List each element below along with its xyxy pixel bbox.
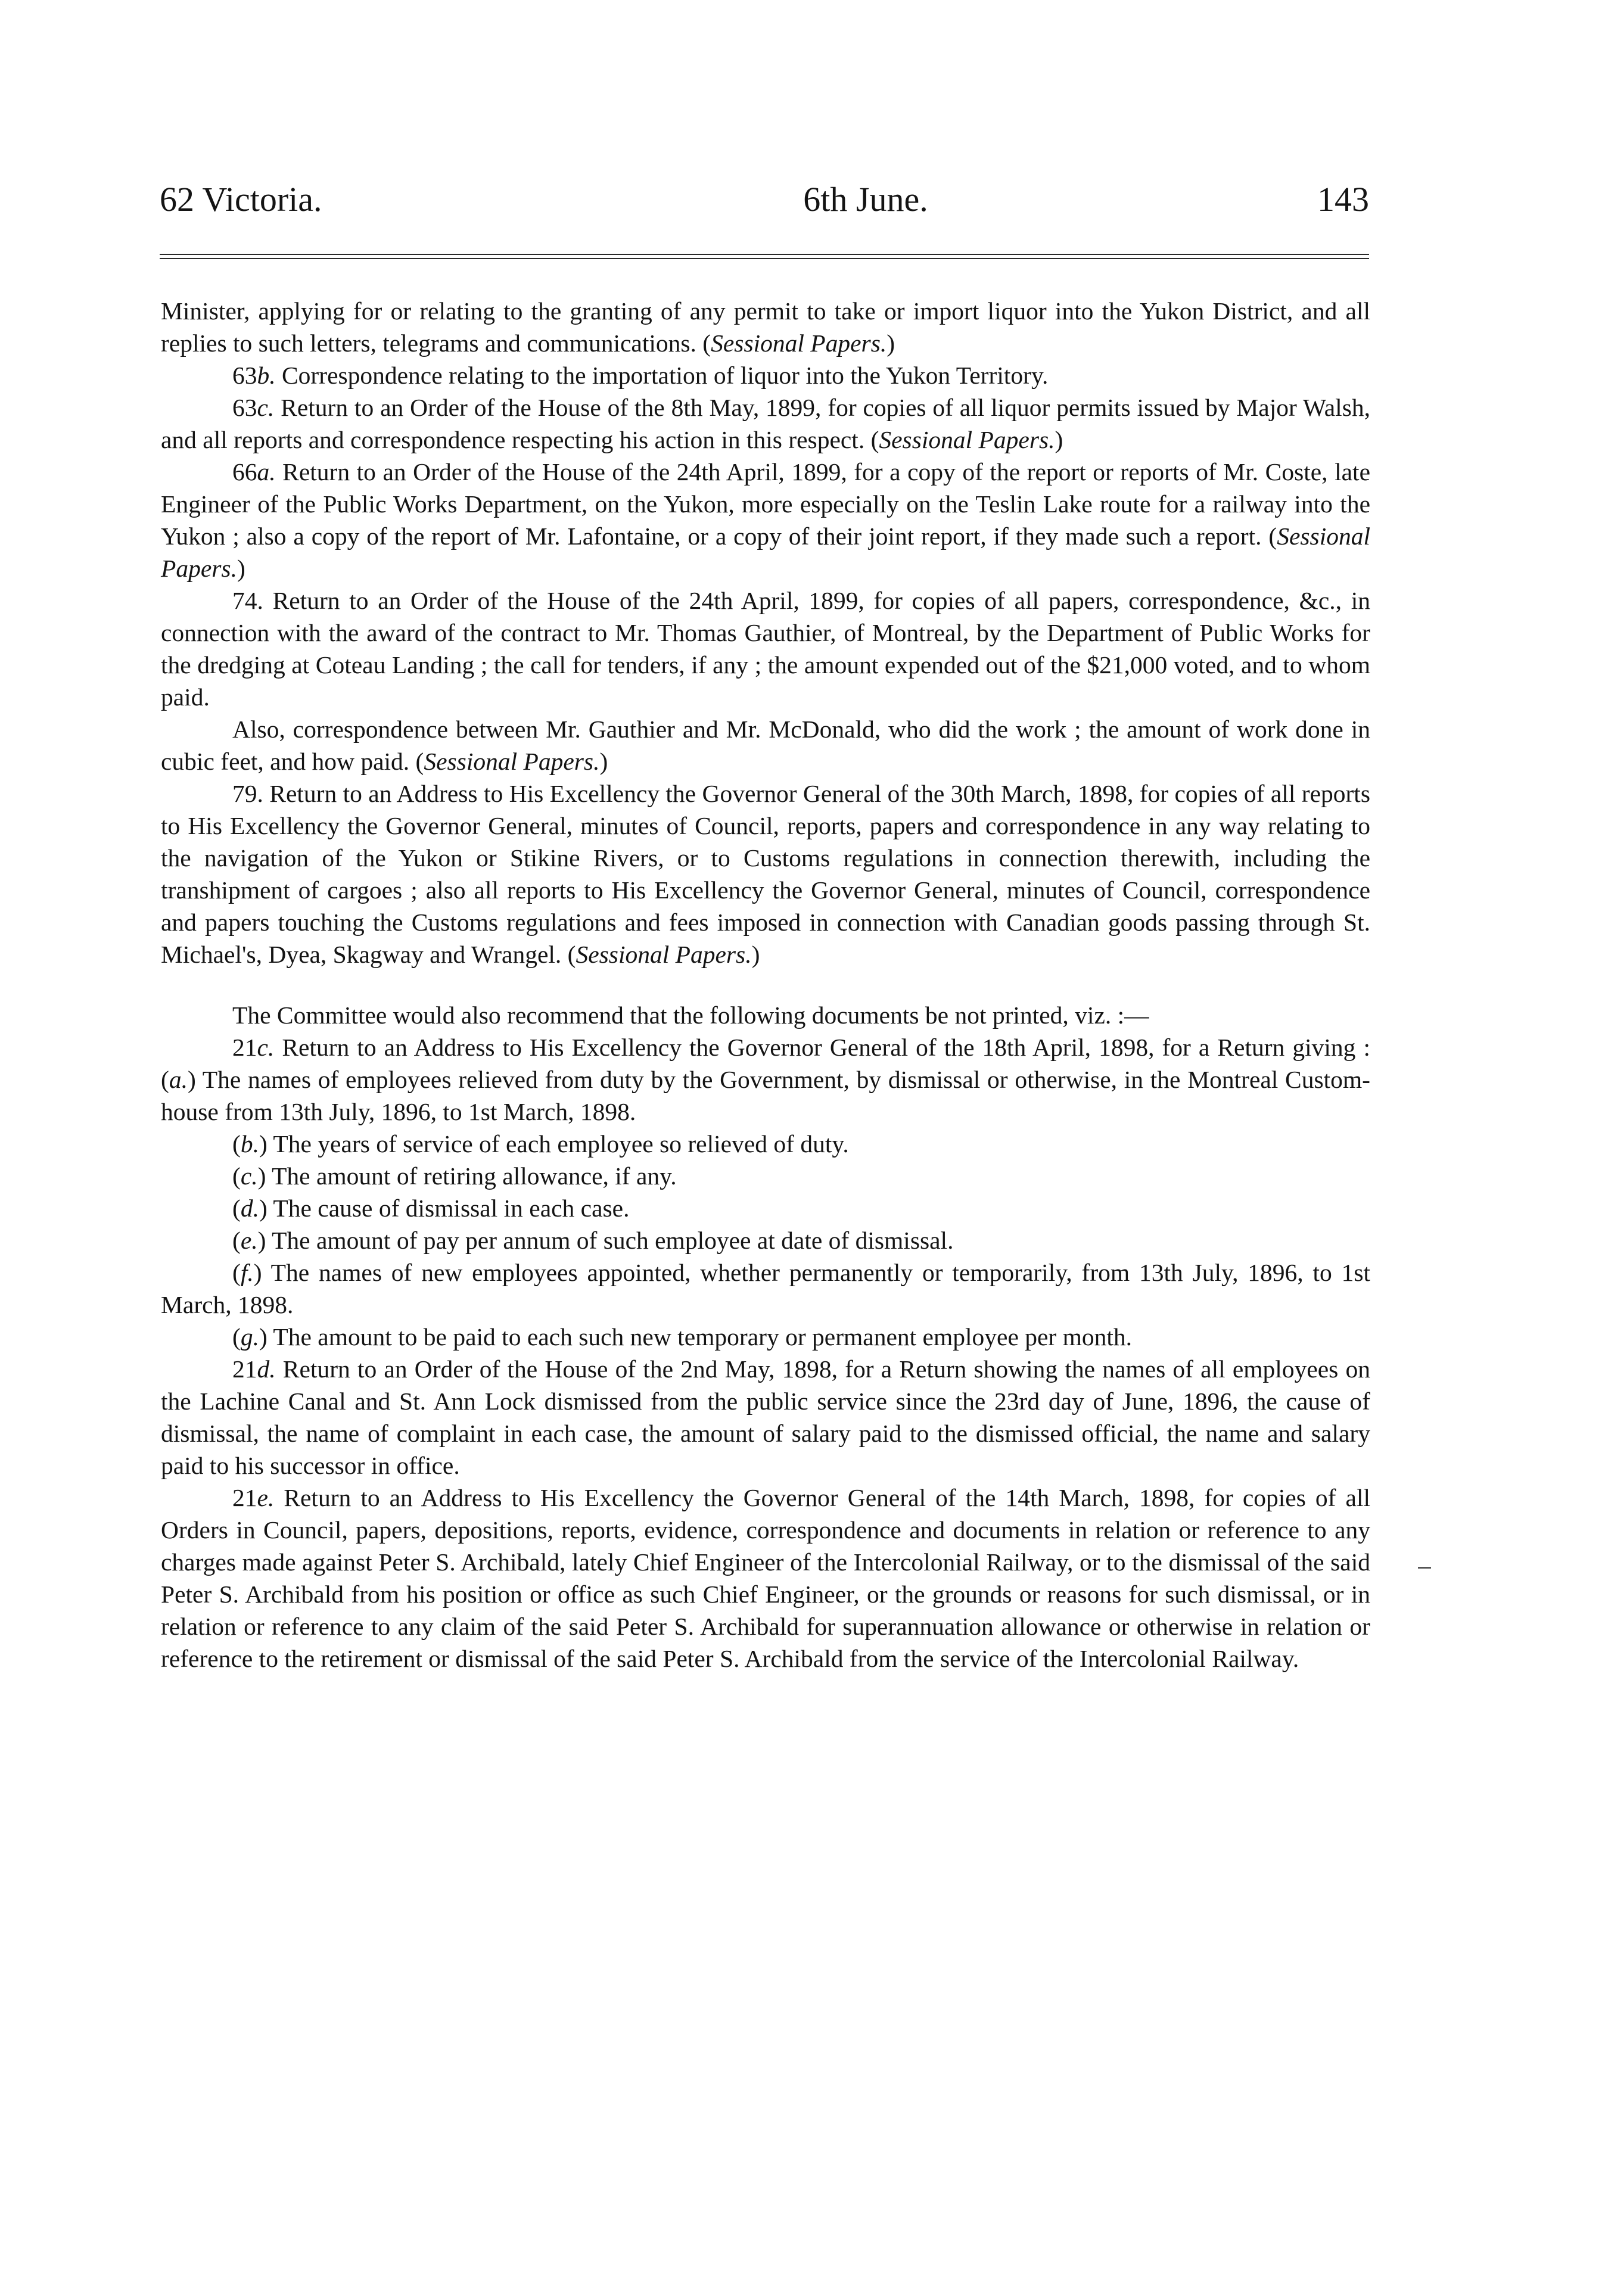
header-date: 6th June. <box>803 180 928 219</box>
margin-mark <box>1418 1567 1431 1569</box>
item-74-also: Also, correspondence between Mr. Gauthier and Mr. McDonald, who did the work ; the amount of work done in cubic feet, and how paid. (Sessional Papers.) <box>161 715 1370 775</box>
item-63b: 63b. Correspondence relating to the importation of liquor into the Yukon Territory. <box>232 362 1049 389</box>
running-header <box>160 173 1369 226</box>
paragraph-continuation: Minister, applying for or relating to the granting of any permit to take or import liquor into the Yukon District, and all replies to such letters, telegrams and communications. (Sessional Papers.) <box>161 297 1370 357</box>
body-text <box>161 295 1370 1675</box>
header-double-rule <box>160 254 1369 259</box>
page-number: 143 <box>1317 180 1369 219</box>
item-21c-e: (e.) The amount of pay per annum of such employee at date of dismissal. <box>232 1227 954 1254</box>
item-66a: 66a. Return to an Order of the House of the 24th April, 1899, for a copy of the report or reports of Mr. Coste, late Engineer of the Public Works Department, on the Yukon, more especially on the Teslin Lake route for a railway into the Yukon ; also a copy of the report of Mr. Lafontaine, or a copy of their joint report, if they made such a report. (Sessional Papers.) <box>161 458 1370 582</box>
item-21c-c: (c.) The amount of retiring allowance, if any. <box>232 1162 677 1190</box>
item-21c-f: (f.) The names of new employees appointed, whether permanently or temporarily, from 13th July, 1896, to 1st March, 1898. <box>161 1259 1370 1318</box>
committee-recommendation: The Committee would also recommend that the following documents be not printed, viz. :— <box>232 1001 1149 1029</box>
item-74: 74. Return to an Order of the House of the 24th April, 1899, for copies of all papers, correspondence, &c., in connection with the award of the contract to Mr. Thomas Gauthier, of Montreal, by the Department of Public Works for the dredging at Coteau Landing ; the call for tenders, if any ; the amount expended out of the $21,000 voted, and to whom paid. <box>161 587 1370 711</box>
item-21c: 21c. Return to an Address to His Excellency the Governor General of the 18th April, 1898, for a Return giving : (a.) The names of employees relieved from duty by the Government, by dismissal or otherwise, in the Montreal Custom-house from 13th July, 1896, to 1st March, 1898. <box>161 1034 1370 1125</box>
item-79: 79. Return to an Address to His Excellency the Governor General of the 30th March, 1898, for copies of all reports to His Excellency the Governor General, minutes of Council, reports, papers and correspondence in any way relating to the navigation of the Yukon or Stikine Rivers, or to Customs regulations in connection therewith, including the transhipment of cargoes ; also all reports to His Excellency the Governor General, minutes of Council, correspondence and papers touching the Customs regulations and fees imposed in connection with Canadian goods passing through St. Michael's, Dyea, Skagway and Wrangel. (Sessional Papers.) <box>161 780 1370 968</box>
item-21e: 21e. Return to an Address to His Excellency the Governor General of the 14th March, 1898, for copies of all Orders in Council, papers, depositions, reports, evidence, correspondence and documents in relation or reference to any charges made against Peter S. Archibald, lately Chief Engineer of the Intercolonial Railway, or to the dismissal of the said Peter S. Archibald from his position or office as such Chief Engineer, or the grounds or reasons for such dismissal, or in relation or reference to any claim of the said Peter S. Archibald for superannuation allowance or otherwise in relation or reference to the retirement or dismissal of the said Peter S. Archibald from the service of the Intercolonial Railway. <box>161 1484 1370 1672</box>
header-volume: 62 Victoria. <box>160 180 322 219</box>
item-21c-b: (b.) The years of service of each employee so relieved of duty. <box>232 1130 849 1158</box>
item-21d: 21d. Return to an Order of the House of the 2nd May, 1898, for a Return showing the names of all employees on the Lachine Canal and St. Ann Lock dismissed from the public service since the 23rd day of June, 1896, the cause of dismissal, the name of complaint in each case, the amount of salary paid to the dismissed official, the name and salary paid to his successor in office. <box>161 1355 1370 1479</box>
item-21c-d: (d.) The cause of dismissal in each case. <box>232 1194 630 1222</box>
item-63c: 63c. Return to an Order of the House of the 8th May, 1899, for copies of all liquor permits issued by Major Walsh, and all reports and correspondence respecting his action in this respect. (Sessional Papers.) <box>161 394 1370 453</box>
item-21c-g: (g.) The amount to be paid to each such new temporary or permanent employee per month. <box>232 1323 1133 1351</box>
